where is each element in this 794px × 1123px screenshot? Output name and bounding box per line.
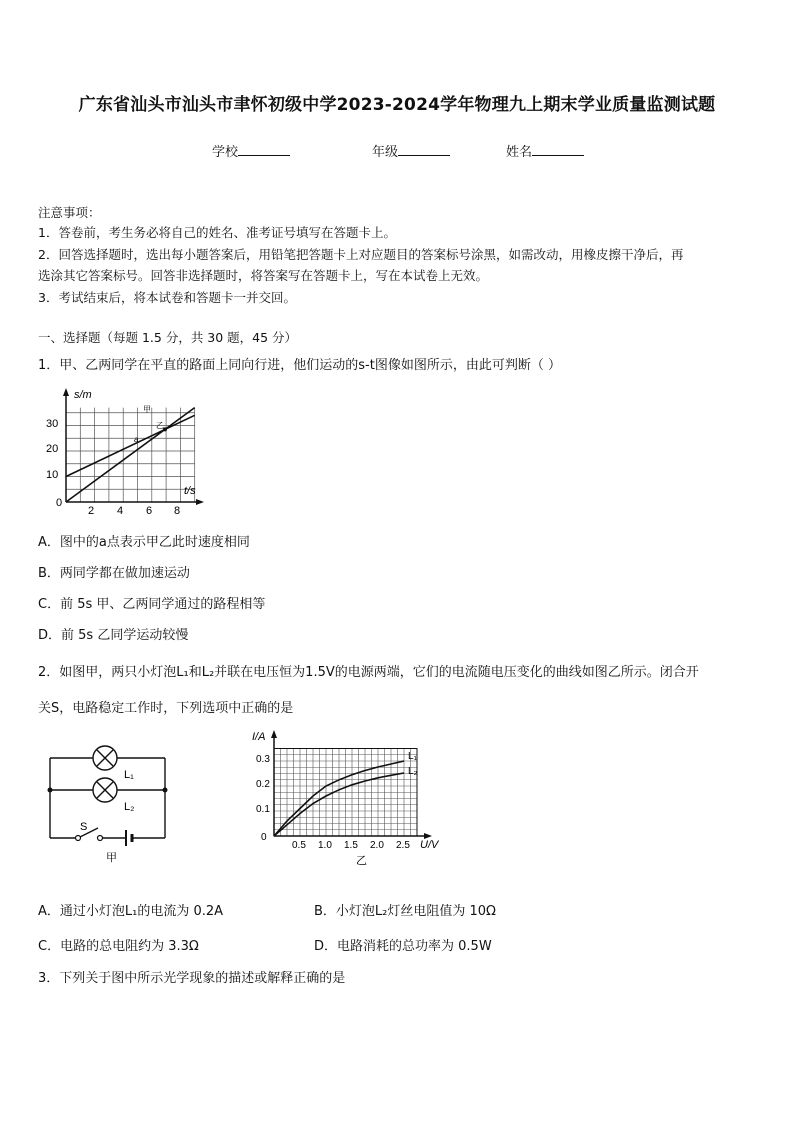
- junction-dot: [163, 788, 168, 793]
- q2-xtick: 1.5: [344, 840, 358, 851]
- q1-lines: [66, 408, 195, 502]
- q2-xtick: 1.0: [318, 840, 332, 851]
- l1-label: L₁: [124, 769, 134, 781]
- switch-label: S: [80, 821, 88, 833]
- grade-blank: [398, 143, 450, 156]
- q2-option-c: C．电路的总电阻约为 3.3Ω: [38, 939, 199, 954]
- school-field: [212, 141, 290, 160]
- grade-label: 年级: [372, 145, 399, 160]
- q2-ylabel: I/A: [252, 731, 266, 743]
- q1-stem: 1．甲、乙两同学在平直的路面上同向行进，他们运动的s-t图像如图所示，由此可判断（ ）: [38, 358, 561, 373]
- note-item: 选涂其它答案标号。回答非选择题时，将答案写在答题卡上，写在本试卷上无效。: [38, 268, 489, 283]
- q1-y-arrow: [63, 388, 69, 396]
- q1-option-a: A．图中的a点表示甲乙此时速度相同: [38, 535, 250, 550]
- note-item: 2．回答选择题时，选出每小题答案后，用铅笔把答题卡上对应题目的答案标号涂黑，如需改动，用橡皮擦干净后，再: [38, 247, 684, 262]
- junction-dot: [48, 788, 53, 793]
- note-item: 3．考试结束后，将本试卷和答题卡一并交回。: [38, 290, 296, 305]
- section-heading: 一、选择题（每题 1.5 分，共 30 题，45 分）: [38, 330, 298, 345]
- q2-ytick: 0.3: [256, 754, 270, 765]
- q2-iu-graph: [252, 726, 452, 868]
- q1-option-c: C．前 5s 甲、乙两同学通过的路程相等: [38, 597, 266, 612]
- q2-grid: [274, 749, 417, 837]
- q2-ytick: 0.1: [256, 804, 270, 815]
- q2-option-a: A．通过小灯泡L₁的电流为 0.2A: [38, 904, 224, 919]
- name-blank: [532, 143, 584, 156]
- q1-ytick: 20: [46, 443, 59, 455]
- series-line-yi: [66, 415, 195, 476]
- q1-xtick: 6: [146, 505, 153, 514]
- switch-terminal: [98, 836, 103, 841]
- school-label: 学校: [212, 145, 239, 160]
- q1-xlabel: t/s: [184, 485, 196, 497]
- note-item: 1．答卷前，考生务必将自己的姓名、准考证号填写在答题卡上。: [38, 225, 396, 240]
- q1-xtick: 4: [117, 505, 124, 514]
- q2-xtick: 2.5: [396, 840, 410, 851]
- page-title: 广东省汕头市汕头市聿怀初级中学2023-2024学年物理九上期末学业质量监测试题: [78, 95, 716, 115]
- series-line-jia: [66, 408, 195, 502]
- q1-x-arrow: [196, 499, 204, 505]
- q1-option-d: D．前 5s 乙同学运动较慢: [38, 628, 189, 643]
- grade-field: [372, 141, 450, 160]
- q2-circuit-diagram: [40, 734, 180, 864]
- q1-xtick: 8: [174, 505, 181, 514]
- q2-l2-label: L₂: [408, 766, 418, 777]
- q2-l1-label: L₁: [408, 751, 417, 762]
- q1-point-label: a: [134, 435, 139, 444]
- q2-xtick: 2.0: [370, 840, 384, 851]
- q1-ytick: 30: [46, 418, 59, 430]
- q1-line-yi-label: 乙: [156, 421, 164, 430]
- name-label: 姓名: [506, 145, 533, 160]
- q2-stem-line2: 关S，电路稳定工作时，下列选项中正确的是: [38, 701, 294, 716]
- q1-xtick: 2: [88, 505, 95, 514]
- q2-xlabel: U/V: [420, 839, 439, 851]
- circuit-caption: 甲: [106, 852, 117, 864]
- q1-line-jia-label: 甲: [143, 405, 151, 414]
- q1-ytick: 10: [46, 469, 59, 481]
- switch-terminal: [76, 836, 81, 841]
- q2-stem-line1: 2．如图甲，两只小灯泡L₁和L₂并联在电压恒为1.5V的电源两端，它们的电流随电压变化的曲线如图乙所示。闭合开: [38, 665, 699, 680]
- q2-option-b: B．小灯泡L₂灯丝电阻值为 10Ω: [314, 904, 496, 919]
- q2-ytick: 0.2: [256, 779, 270, 790]
- q1-option-b: B．两同学都在做加速运动: [38, 566, 190, 581]
- q1-st-graph: [38, 384, 208, 514]
- q1-ylabel: s/m: [74, 389, 92, 401]
- q1-ytick: 0: [56, 497, 63, 509]
- school-blank: [238, 143, 290, 156]
- q3-stem: 3．下列关于图中所示光学现象的描述或解释正确的是: [38, 971, 346, 986]
- q2-y-arrow: [271, 730, 277, 738]
- l2-label: L₂: [124, 801, 135, 813]
- q2-xtick: 0.5: [292, 840, 306, 851]
- name-field: [506, 141, 584, 160]
- q2-option-d: D．电路消耗的总功率为 0.5W: [314, 939, 492, 954]
- q2-graph-caption: 乙: [356, 855, 367, 867]
- notes-heading: 注意事项：: [38, 205, 101, 220]
- q2-ytick: 0: [261, 832, 267, 843]
